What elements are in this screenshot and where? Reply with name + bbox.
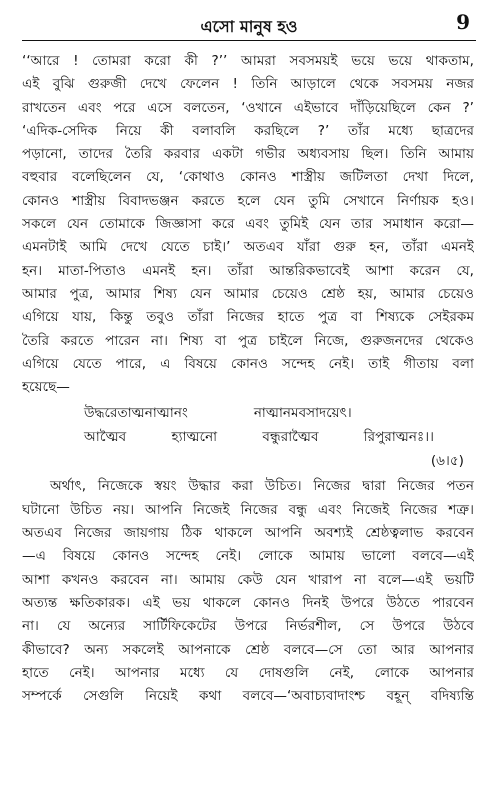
text-line: অর্থাৎ, নিজেকে স্বয়ং উদ্ধার করা উচিত। নিজের দ্বারা নিজের পতন: [50, 478, 474, 495]
text-line: এগিয়ে যায়, কিন্তু তবুও তাঁরা নিজের হাতে পুত্র বা শিষ্যকে সেইরকম: [22, 309, 474, 326]
text-line: অতএব নিজের জায়গায় ঠিক থাকলে আপনি অবশ্যই শ্রেষ্ঠত্বলাভ করবেন: [22, 525, 474, 542]
text-line: কোনও শাস্ত্রীয় বিবাদভঞ্জন করতে হলে যেন তুমি সেখানে নির্ণায়ক হও।: [22, 192, 474, 209]
text-line: এই বুঝি গুরুজী দেখে ফেলেন ! তিনি আড়ালে থেকে সবসময় নজর: [22, 76, 474, 93]
header-rule: [22, 40, 476, 41]
verse-word: রিপুরাত্মনঃ।।: [363, 429, 434, 446]
text-line: আমার পুত্র, আমার শিষ্য যেন আমার চেয়েও শ্রেষ্ঠ হয়, আমার চেয়েও: [22, 285, 474, 302]
verse-phrase: নাত্মানমবসাদয়েৎ।: [253, 405, 352, 422]
text-line: এমনটাই আমি দেখে যেতে চাই।’ অতএব যাঁরা গুরু হন, তাঁরা এমনই: [22, 239, 474, 256]
paragraph-2: [22, 475, 474, 708]
text-line: সকলে যেন তোমাকে জিজ্ঞাসা করে এবং তুমিই যেন তার সমাধান করো—: [22, 216, 474, 233]
text-line: —এ বিষয়ে কোনও সন্দেহ নেই। লোকে আমায় ভালো বলবে—এই: [22, 548, 474, 565]
text-line: আশা কখনও করবেন না। আমায় কেউ যেন খারাপ না বলে—এই ভয়টি: [22, 571, 474, 588]
verse-word: হ্যাত্মনো: [171, 429, 218, 446]
text-line: রাখতেন এবং পরে এসে বলতেন, ‘ওখানে এইভাবে দাঁড়িয়েছিলে কেন ?’: [22, 99, 474, 116]
text-line: হন। মাতা-পিতাও এমনই হন। তাঁরা আন্তরিকভাবেই আশা করেন যে,: [22, 262, 474, 279]
text-line: ‘‘আরে ! তোমরা করো কী ?’’ আমরা সবসময়ই ভয়ে ভয়ে থাকতাম,: [22, 53, 474, 69]
text-line: অত্যন্ত ক্ষতিকারক। এই ভয় থাকলে কোনও দিনই উপরে উঠতে পারবেন: [22, 594, 474, 611]
verse-line-1: [22, 401, 474, 425]
verse-reference: (৬।৫): [430, 453, 464, 470]
text-line: এগিয়ে যেতে পারে, এ বিষয়ে কোনও সন্দেহ নেই। তাই গীতায় বলা: [22, 355, 474, 372]
body-text: [22, 50, 474, 708]
verse-word: আত্মৈব: [84, 429, 127, 446]
page-header: [22, 10, 476, 38]
text-line: কীভাবে? অন্য সকলেই আপনাকে শ্রেষ্ঠ বলবে—সে তো আর আপনার: [22, 641, 474, 658]
running-title: এসো মানুষ হও: [200, 17, 298, 36]
text-line: বহুবার বলেছিলেন যে, ‘কোথাও কোনও শাস্ত্রীয় জটিলতা দেখা দিলে,: [22, 169, 474, 186]
text-line: না। যে অন্যের সার্টিফিকেটের উপরে নির্ভরশীল, সে উপরে উঠবে: [22, 618, 474, 635]
text-line: ‘এদিক-সেদিক নিয়ে কী বলাবলি করছিলে ?’ তাঁর মধ্যে ছাত্রদের: [22, 122, 474, 139]
verse-line-2: [22, 425, 474, 449]
text-line: তৈরি করতে পারেন না। শিষ্য বা পুত্র চাইলে নিজে, গুরুজনদের থেকেও: [22, 332, 474, 349]
text-line: পড়ানো, তাদের তৈরি করবার একটা গভীর অধ্যবসায় ছিল। তিনি আমায়: [22, 146, 474, 163]
gita-verse: [22, 401, 474, 473]
text-line: হয়েছে—: [22, 379, 70, 396]
text-line: ঘটানো উচিত নয়। আপনি নিজেই নিজের বন্ধু এবং নিজেই নিজের শত্রু।: [22, 501, 474, 518]
verse-phrase: উদ্ধরেতাত্মনাত্মানং: [84, 405, 188, 422]
verse-word: বন্ধুরাত্মৈব: [262, 429, 319, 446]
text-line: সম্পর্কে সেগুলি নিয়েই কথা বলবে—‘অবাচ্যবাদাংশ্চ বহূন্ বদিষ্যন্তি: [22, 688, 474, 705]
text-line: হাতে নেই। আপনার মধ্যে যে দোষগুলি নেই, লোকে আপনার: [22, 664, 474, 681]
paragraph-1: [22, 50, 474, 399]
page-number: 9: [456, 10, 470, 34]
